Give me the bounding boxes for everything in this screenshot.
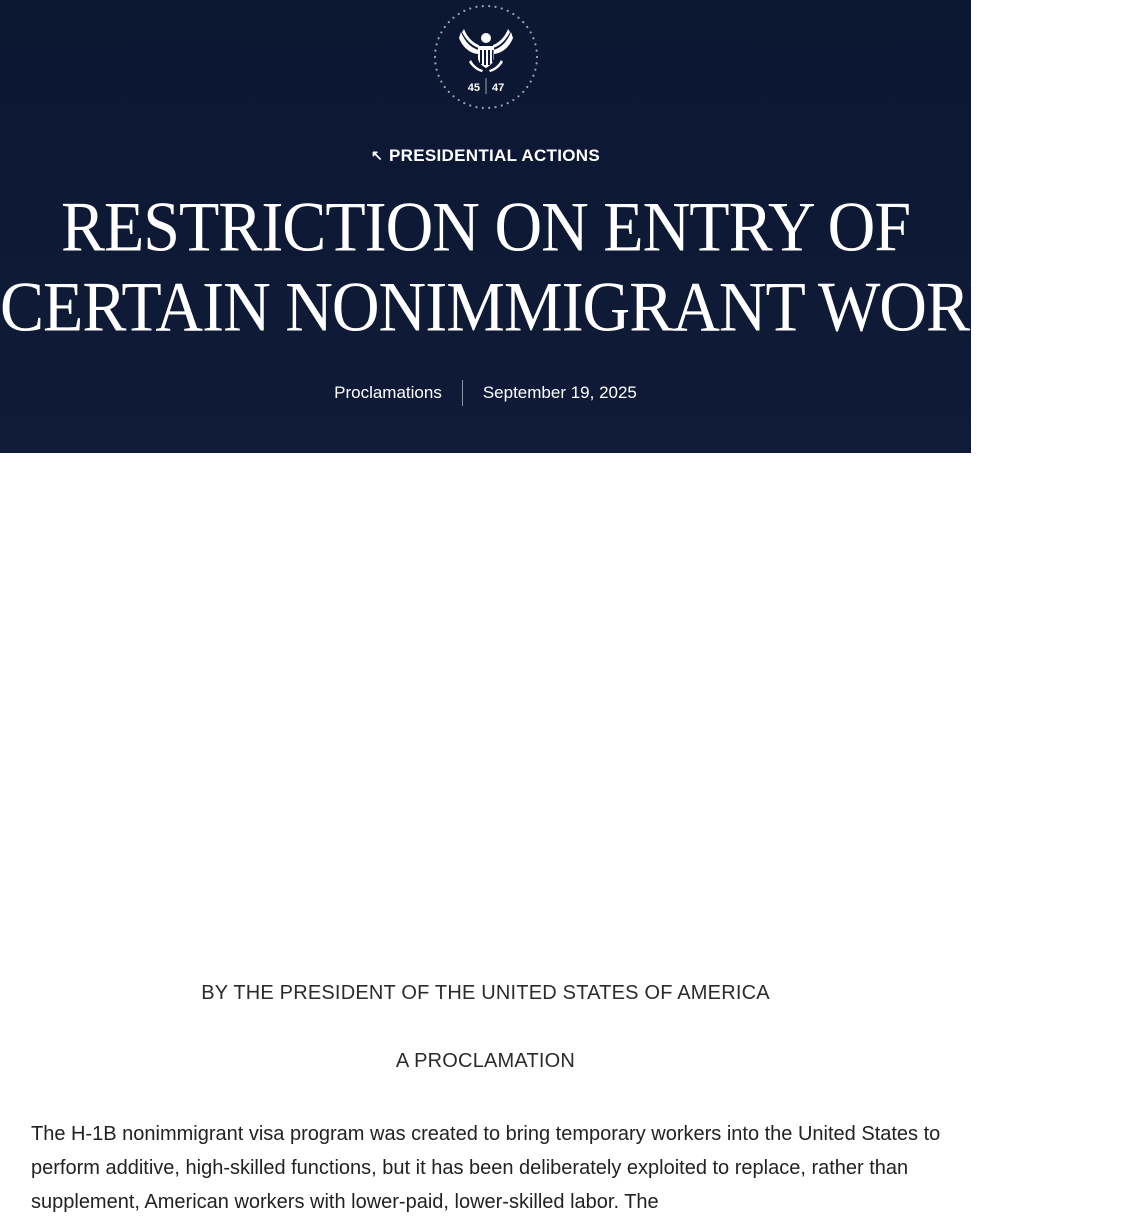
seal-star bbox=[501, 104, 503, 106]
seal-number-left: 45 bbox=[467, 82, 480, 94]
seal-star bbox=[463, 10, 465, 12]
seal-star bbox=[526, 26, 528, 28]
seal-star bbox=[532, 37, 534, 39]
publish-date: September 19, 2025 bbox=[482, 383, 637, 402]
seal-star bbox=[536, 50, 538, 52]
seal-star bbox=[517, 95, 519, 97]
seal-star bbox=[517, 17, 519, 19]
arrow-up-left-icon: ↖ bbox=[371, 147, 384, 163]
page-header bbox=[0, 0, 1134, 453]
seal-star bbox=[530, 80, 532, 82]
page-title bbox=[0, 188, 1134, 348]
seal-star bbox=[469, 104, 471, 106]
seal-star bbox=[488, 5, 490, 7]
seal-star bbox=[482, 5, 484, 7]
seal-star bbox=[522, 91, 524, 93]
seal-star bbox=[482, 107, 484, 109]
seal-star bbox=[440, 80, 442, 82]
seal-star bbox=[512, 99, 514, 101]
body-paragraph: The H-1B nonimmigrant visa program was created to bring temporary workers into the United States to perform additive, high-skilled functions, but it has been deliberately exploited to replace, rather than supplement, American workers with lower-paid, lower-skilled labor. The bbox=[31, 1123, 941, 1213]
seal-star bbox=[536, 62, 538, 64]
seal-star bbox=[488, 107, 490, 109]
proclamation-heading: A PROCLAMATION bbox=[395, 1050, 576, 1072]
seal-star bbox=[434, 62, 436, 64]
seal-star bbox=[440, 31, 442, 33]
seal-star bbox=[507, 102, 509, 104]
seal-star bbox=[448, 21, 450, 23]
seal-star bbox=[512, 13, 514, 15]
breadcrumb-label: PRESIDENTIAL ACTIONS bbox=[389, 146, 600, 165]
seal-star bbox=[522, 21, 524, 23]
seal-star bbox=[507, 10, 509, 12]
seal-star bbox=[434, 56, 436, 58]
by-the-president-heading: BY THE PRESIDENT OF THE UNITED STATES OF AMERICA bbox=[201, 982, 770, 1004]
seal-star bbox=[437, 37, 439, 39]
seal-star bbox=[448, 91, 450, 93]
seal-star bbox=[494, 6, 496, 8]
seal-star bbox=[436, 69, 438, 71]
seal-star bbox=[501, 7, 503, 9]
seal-star bbox=[458, 99, 460, 101]
seal-star bbox=[436, 43, 438, 45]
seal-star bbox=[530, 31, 532, 33]
seal-star bbox=[444, 26, 446, 28]
presidential-seal-logo[interactable] bbox=[431, 2, 541, 112]
seal-star bbox=[534, 69, 536, 71]
seal-star bbox=[475, 6, 477, 8]
seal-star bbox=[532, 75, 534, 77]
seal-star bbox=[452, 95, 454, 97]
seal-star bbox=[463, 102, 465, 104]
category-link[interactable]: Proclamations bbox=[334, 383, 442, 402]
seal-star bbox=[536, 56, 538, 58]
breadcrumb-presidential-actions[interactable] bbox=[0, 146, 971, 166]
seal-star bbox=[534, 43, 536, 45]
seal-star bbox=[469, 7, 471, 9]
post-meta bbox=[0, 380, 971, 406]
seal-star bbox=[458, 13, 460, 15]
seal-star bbox=[434, 50, 436, 52]
seal-star bbox=[526, 86, 528, 88]
seal-star bbox=[437, 75, 439, 77]
seal-star bbox=[475, 106, 477, 108]
seal-star bbox=[444, 86, 446, 88]
title-line-1: RESTRICTION ON ENTRY OF bbox=[60, 188, 911, 267]
title-line-2: CERTAIN NONIMMIGRANT WORKERS bbox=[0, 267, 1134, 347]
seal-svg bbox=[431, 2, 541, 112]
seal-star bbox=[494, 106, 496, 108]
seal-number-right: 47 bbox=[492, 82, 505, 94]
seal-star bbox=[452, 17, 454, 19]
